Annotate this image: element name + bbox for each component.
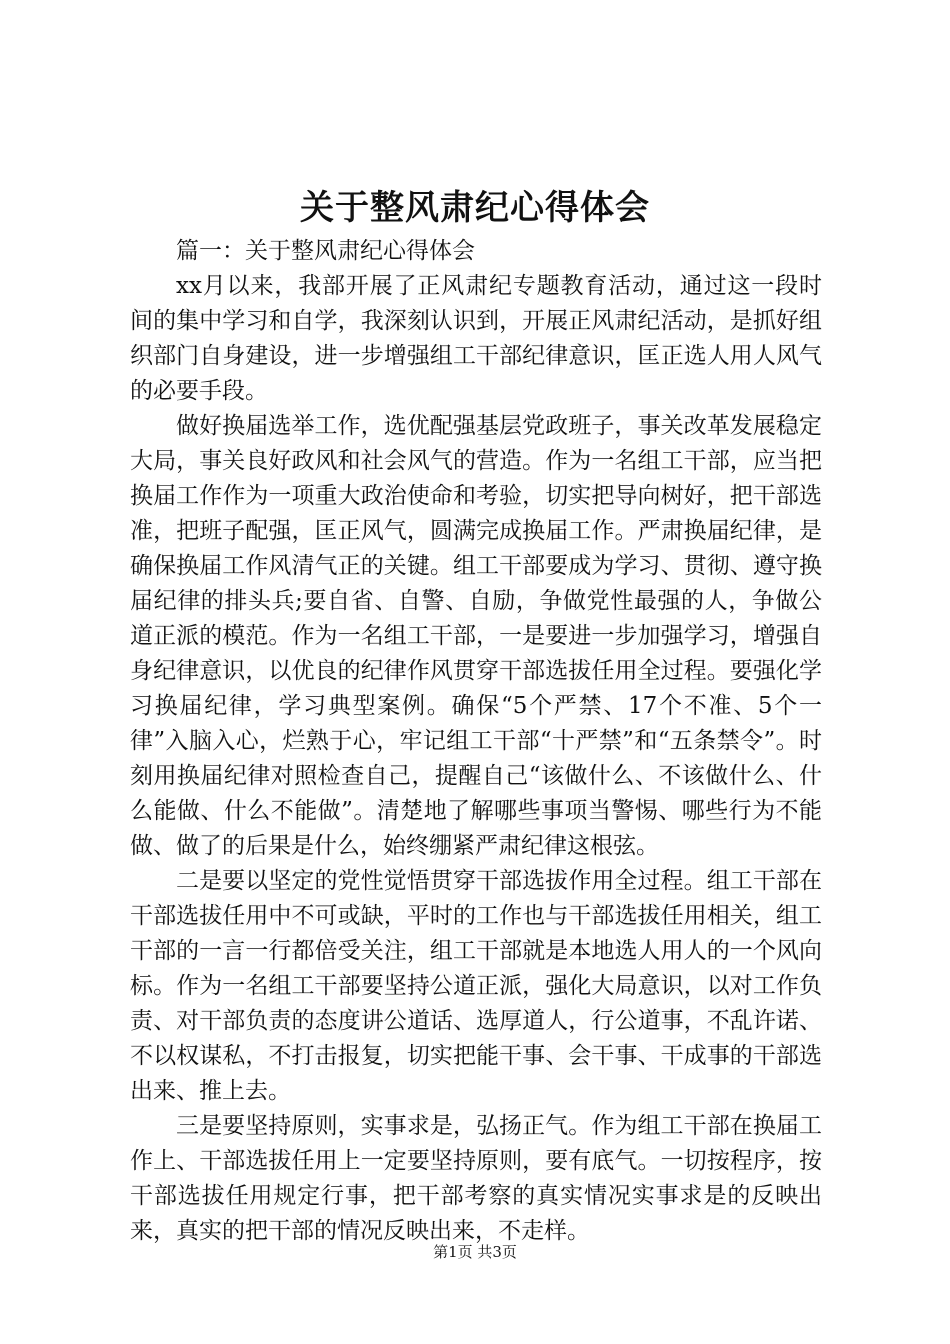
paragraph-subtitle: 篇一：关于整风肃纪心得体会 xyxy=(176,238,475,264)
paragraph-intro: xx月以来，我部开展了正风肃纪专题教育活动，通过这一段时间的集中学习和自学，我深刻认识到，开展正风肃纪活动，是抓好组织部门自身建设，进一步增强组工干部纪律意识，匡正选人用人风气的必要手段。 xyxy=(130,273,822,404)
paragraph-election: 做好换届选举工作，选优配强基层党政班子，事关改革发展稳定大局，事关良好政风和社会风气的营造。作为一名组工干部，应当把换届工作作为一项重大政治使命和考验，切实把导向树好，把干部选准，把班子配强，匡正风气，圆满完成换届工作。严肃换届纪律，是确保换届工作风清气正的关键。组工干部要成为学习、贯彻、遵守换届纪律的排头兵;要自省、自警、自励，争做党性最强的人，争做公道正派的模范。作为一名组工干部，一是要进一步加强学习，增强自身纪律意识，以优良的纪律作风贯穿干部选拔任用全过程。要强化学习换届纪律，学习典型案例。确保“5个严禁、17个不准、5个一律”入脑入心，烂熟于心，牢记组工干部“十严禁”和“五条禁令”。时刻用换届纪律对照检查自己，提醒自己“该做什么、不该做什么、什么能做、什么不能做”。清楚地了解哪些事项当警惕、哪些行为不能做、做了的后果是什么，始终绷紧严肃纪律这根弦。 xyxy=(130,413,822,859)
paragraph-point-three: 三是要坚持原则，实事求是，弘扬正气。作为组工干部在换届工作上、干部选拔任用上一定要坚持原则，要有底气。一切按程序，按干部选拔任用规定行事，把干部考察的真实情况实事求是的反映出来，真实的把干部的情况反映出来，不走样。 xyxy=(130,1113,822,1244)
page-footer: 第1页 共3页 xyxy=(433,1243,517,1261)
document-body xyxy=(130,234,822,1249)
paragraph-point-two: 二是要以坚定的党性觉悟贯穿干部选拔作用全过程。组工干部在干部选拔任用中不可或缺，平时的工作也与干部选拔任用相关，组工干部的一言一行都倍受关注，组工干部就是本地选人用人的一个风向标。作为一名组工干部要坚持公道正派，强化大局意识，以对工作负责、对干部负责的态度讲公道话、选厚道人，行公道事，不乱许诺、不以权谋私，不打击报复，切实把能干事、会干事、干成事的干部选出来、推上去。 xyxy=(130,868,822,1104)
document-title: 关于整风肃纪心得体会 xyxy=(300,188,650,228)
